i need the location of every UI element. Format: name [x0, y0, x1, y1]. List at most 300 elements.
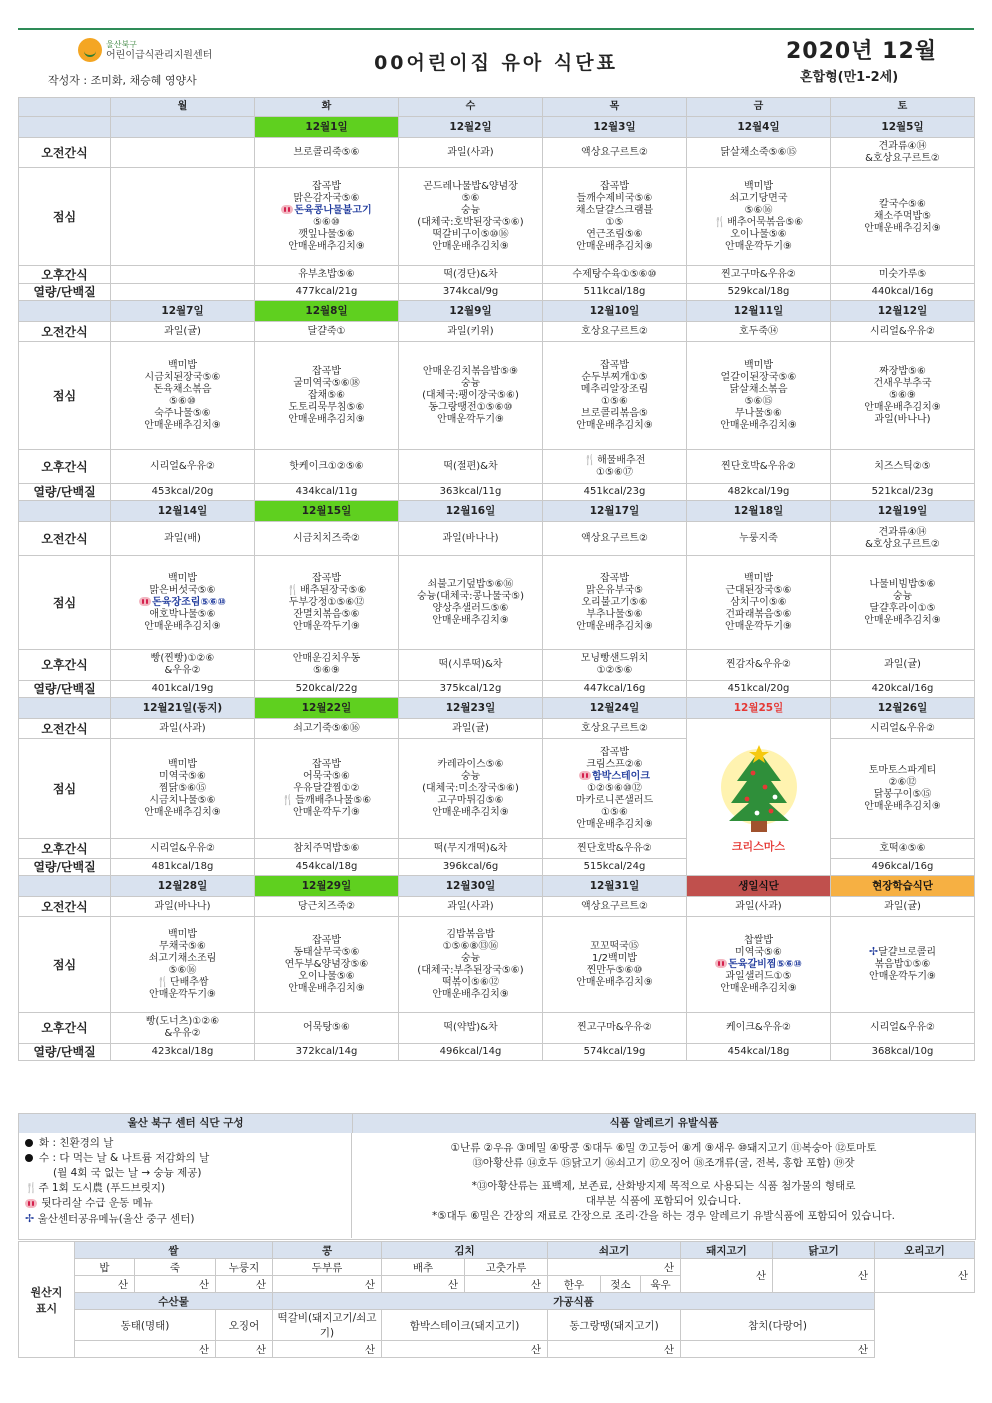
menu-item: 시리얼&우유②	[149, 460, 216, 472]
pm-cell	[111, 1013, 255, 1044]
menu-item: 454kcal/18g	[295, 861, 358, 872]
top-rule	[18, 28, 974, 30]
menu-item: 호상요구르트②	[581, 325, 648, 337]
menu-item: 과일(사과)	[735, 900, 782, 912]
menu-item: 안매운배추김치⑨	[576, 818, 653, 830]
am-cell	[831, 897, 975, 917]
kcal-cell	[687, 681, 831, 698]
menu-item: 찐감자&우유②	[725, 659, 792, 670]
menu-item: 과일(사과)	[159, 722, 206, 734]
date-cell: 12월21일(동지)	[111, 698, 255, 719]
am-row	[19, 522, 975, 556]
menu-item: 떡갈비구이⑤⑩⑯	[432, 228, 509, 240]
menu-item: 374kcal/9g	[442, 286, 499, 297]
menu-item: 백미밥	[744, 359, 773, 371]
lunch-cell	[831, 168, 975, 266]
menu-item: 찹쌀밥	[744, 934, 773, 946]
am-row	[19, 138, 975, 168]
am-row-label: 오전간식	[19, 138, 111, 168]
pm-cell	[543, 1013, 687, 1044]
am-cell	[831, 719, 975, 739]
menu-item: 삼치구이⑤⑥	[730, 596, 787, 608]
menu-item: 안매운깍두기⑨	[725, 240, 792, 252]
menu-item	[869, 947, 936, 958]
menu-item: 숭늉	[460, 770, 481, 782]
menu-item: 515kcal/24g	[583, 861, 646, 872]
menu-item: 안매운배추김치⑨	[576, 419, 653, 431]
menu-item: 451kcal/23g	[583, 486, 646, 497]
menu-item: 토마토스파게티	[868, 764, 937, 776]
am-cell	[255, 719, 399, 739]
menu-item: 쇠고기당면국	[729, 192, 788, 204]
date-cell: 12월4일	[687, 117, 831, 138]
kcal-cell	[399, 284, 543, 301]
pm-cell	[111, 266, 255, 284]
lunch-cell	[111, 342, 255, 450]
menu-item	[139, 597, 226, 608]
menu-item: 481kcal/18g	[151, 861, 214, 872]
menu-item: ①⑤⑥	[601, 395, 628, 407]
menu-item	[156, 977, 208, 988]
am-cell	[399, 138, 543, 168]
menu-item: 양상추샐러드⑤⑥	[432, 602, 509, 614]
menu-item: 368kcal/10g	[871, 1046, 934, 1057]
menu-item: ②⑥⑫	[888, 776, 917, 788]
menu-item: 견과류④⑭	[878, 140, 927, 152]
menu-item: 과일(귤)	[452, 722, 489, 734]
am-row	[19, 719, 975, 739]
header-corner	[19, 98, 111, 117]
pm-row-label: 오후간식	[19, 1013, 111, 1044]
menu-item: 칼국수⑤⑥	[879, 198, 926, 210]
menu-text: 배추된장국⑤⑥	[300, 584, 367, 596]
menu-item: 견과류④⑭	[878, 526, 927, 538]
menu-item: 수제탕수육①⑤⑥⑩	[572, 268, 657, 280]
fork-icon: 🍴	[281, 794, 295, 806]
menu-item: &호상요구르트②	[865, 152, 940, 164]
lunch-cell	[687, 168, 831, 266]
am-row	[19, 322, 975, 342]
logo-sub-text: 울산북구	[106, 40, 137, 49]
allergen-list: ①난류 ②우유 ③메밀 ④땅콩 ⑤대두 ⑥밀 ⑦고등어 ⑧게 ⑨새우 ⑩돼지고기 ⑪복숭아 ⑫토마토	[450, 1142, 877, 1154]
kcal-cell	[831, 284, 975, 301]
menu-item: 곤드레나물밥&양념장	[423, 180, 518, 192]
menu-item: 쇠고기채소조림	[148, 952, 217, 964]
lunch-cell	[111, 739, 255, 839]
lunch-cell	[543, 739, 687, 839]
menu-item: 찐고구마&우유②	[721, 268, 796, 280]
menu-item: 맑은버섯국⑤⑥	[149, 584, 216, 596]
am-cell	[399, 322, 543, 342]
am-cell	[831, 522, 975, 556]
legend-line: (월 4회 국 없는 날 → 숭늉 제공)	[53, 1167, 202, 1179]
pm-cell	[543, 266, 687, 284]
kcal-cell	[255, 1044, 399, 1061]
special-menu-text: 돈육콩나물불고기	[294, 204, 372, 216]
menu-item: ①⑤⑥⑰	[596, 466, 633, 478]
date-cell: 12월17일	[543, 501, 687, 522]
menu-item: 안매운배추김치⑨	[144, 806, 221, 818]
lunch-cell	[399, 342, 543, 450]
date-cell: 12월22일	[255, 698, 399, 719]
lunch-cell	[399, 556, 543, 650]
kcal-row-label: 열량/단백질	[19, 1044, 111, 1061]
menu-item: 잡곡밥	[600, 572, 629, 584]
menu-item: ⑤⑥⑯	[744, 204, 773, 216]
lunch-row	[19, 739, 975, 839]
am-cell	[543, 719, 687, 739]
menu-item: 미역국⑤⑥	[735, 946, 782, 958]
lunch-cell	[543, 556, 687, 650]
date-cell: 12월31일	[543, 876, 687, 897]
menu-item: 잡곡밥	[600, 180, 629, 192]
menu-item: ⑤⑥⑨	[313, 665, 340, 676]
kcal-cell	[831, 1044, 975, 1061]
menu-item: 백미밥	[168, 758, 197, 770]
pm-cell	[543, 839, 687, 859]
lunch-cell	[687, 917, 831, 1013]
allergen-note: *⑬아황산류는 표백제, 보존료, 산화방지제 목적으로 사용되는 식품 첨가물의 형태로	[471, 1180, 856, 1192]
menu-item: 근대된장국⑤⑥	[725, 584, 792, 596]
origin-item: 밥	[75, 1259, 135, 1276]
menu-item: 안매운배추김치⑨	[144, 620, 221, 632]
bullet-icon	[25, 1154, 33, 1162]
pm-cell	[831, 650, 975, 681]
menu-item: 과일(사과)	[447, 146, 494, 158]
menu-item: 누룽지죽	[739, 532, 778, 544]
menu-item: 액상요구르트②	[581, 532, 648, 544]
menu-item: 안매운배추김치⑨	[432, 806, 509, 818]
pm-cell	[255, 839, 399, 859]
menu-item: 쇠불고기덮밥⑤⑥⑯	[427, 578, 514, 590]
allergen-note: *⑤대두 ⑥밀은 간장의 재료로 간장으로 조리·간을 하는 경우 알레르기 유발식품에 포함되어 있습니다.	[431, 1210, 896, 1222]
menu-item: 카레라이스⑤⑥	[437, 758, 504, 770]
am-cell	[255, 897, 399, 917]
date-cell: 12월12일	[831, 301, 975, 322]
menu-item: 찜닭⑤⑥⑮	[158, 782, 207, 794]
menu-text: 단배추쌈	[169, 976, 209, 988]
lunch-cell	[255, 917, 399, 1013]
menu-item: 치즈스틱②⑤	[874, 460, 931, 472]
date-cell: 12월10일	[543, 301, 687, 322]
menu-item: 빵(도너츠)①②⑥	[145, 1016, 220, 1027]
menu-item: 크림스프②⑥	[586, 758, 643, 770]
day-header: 수	[399, 98, 543, 117]
origin-item: 두부류	[273, 1259, 382, 1276]
christmas-cell	[687, 719, 831, 876]
menu-item: 나물비빔밥⑤⑥	[869, 578, 936, 590]
kcal-row	[19, 484, 975, 501]
menu-item: 안매운배추김치⑨	[720, 419, 797, 431]
menu-item: 잡곡밥	[600, 746, 629, 758]
lunch-row	[19, 917, 975, 1013]
menu-item: ⑤⑥⑩	[313, 216, 340, 228]
menu-item: 어묵탕⑤⑥	[303, 1022, 350, 1033]
kcal-row	[19, 1044, 975, 1061]
am-cell	[687, 897, 831, 917]
menu-item: 잡채⑤⑥	[307, 389, 346, 401]
menu-item: 얼갈이된장국⑤⑥	[720, 371, 797, 383]
kcal-cell	[111, 1044, 255, 1061]
menu-item: 안매운배추김치⑨	[864, 614, 941, 626]
menu-item: 434kcal/11g	[295, 486, 358, 497]
menu-text: 달걀브로콜리	[878, 947, 937, 958]
menu-item: ①②⑤⑥	[596, 665, 633, 676]
kcal-cell	[255, 859, 399, 876]
menu-item: 깻잎나물⑤⑥	[298, 228, 355, 240]
menu-item: 핫케이크①②⑤⑥	[289, 460, 364, 472]
pm-cell	[111, 450, 255, 484]
am-cell	[543, 138, 687, 168]
menu-item: (대체국:부추된장국⑤⑥)	[417, 964, 524, 976]
am-cell	[687, 138, 831, 168]
menu-item: 숙주나물⑤⑥	[154, 407, 211, 419]
am-cell	[687, 322, 831, 342]
menu-item: 마카로니콘샐러드	[575, 794, 654, 806]
origin-item: 고춧가루	[465, 1259, 548, 1276]
date-cell: 12월29일	[255, 876, 399, 897]
kcal-row-label: 열량/단백질	[19, 681, 111, 698]
menu-item: 호떡④⑤⑥	[879, 842, 926, 854]
legend-line: 수 : 다 먹는 날 & 나트륨 저감화의 날	[39, 1152, 210, 1164]
menu-item: 미숫가루⑤	[878, 268, 927, 280]
menu-item: 호두죽⑭	[739, 325, 778, 337]
date-cell: 12월16일	[399, 501, 543, 522]
menu-item: 동그랑땡전①⑤⑥⑩	[428, 401, 513, 413]
menu-item: 볶음밥①⑤⑥	[874, 959, 931, 970]
am-cell	[687, 522, 831, 556]
menu-item: 액상요구르트②	[581, 146, 648, 158]
menu-item: 김밥볶음밥	[446, 928, 495, 940]
menu-item: 안매운깍두기⑨	[293, 620, 360, 632]
menu-item	[282, 795, 371, 806]
am-cell	[399, 719, 543, 739]
date-cell: 12월23일	[399, 698, 543, 719]
kcal-cell	[543, 284, 687, 301]
menu-item: ①⑤⑥	[601, 806, 628, 818]
menu-item: 363kcal/11g	[439, 486, 502, 497]
menu-item: 잡곡밥	[312, 758, 341, 770]
menu-item: 찐단호박&우유②	[577, 842, 652, 854]
fork-icon: 🍴	[25, 1183, 38, 1194]
kcal-cell	[399, 681, 543, 698]
menu-item: 고구마튀김⑤⑥	[437, 794, 504, 806]
menu-item: 447kcal/16g	[583, 683, 646, 694]
origin-item: 배추	[382, 1259, 465, 1276]
author: 작성자 : 조미화, 채승혜 영양사	[48, 74, 197, 87]
pm-row-label: 오후간식	[19, 266, 111, 284]
menu-item: 달걀죽①	[307, 325, 346, 337]
pig-icon	[281, 205, 293, 214]
lunch-cell	[831, 739, 975, 839]
menu-item: 482kcal/19g	[727, 486, 790, 497]
fork-icon: 🍴	[713, 216, 727, 228]
menu-item: 숭늉	[460, 377, 481, 389]
origin-country: 산	[273, 1341, 382, 1358]
date-row	[19, 698, 975, 719]
menu-item: 액상요구르트②	[581, 900, 648, 912]
menu-item: 달걀후라이①⑤	[869, 602, 936, 614]
lunch-cell	[255, 342, 399, 450]
am-cell	[111, 719, 255, 739]
origin-item: 육우	[641, 1276, 681, 1293]
pm-cell	[399, 650, 543, 681]
menu-item: 440kcal/16g	[871, 286, 934, 297]
am-cell	[543, 522, 687, 556]
origin-country: 산	[875, 1259, 975, 1293]
kcal-cell	[255, 681, 399, 698]
menu-item: 안매운배추김치⑨	[864, 222, 941, 234]
menu-item: 채소달걀스크램블	[575, 204, 654, 216]
menu-item: 안매운김치우동	[292, 653, 361, 664]
menu-item: 과일(귤)	[884, 900, 921, 912]
menu-item	[714, 217, 803, 228]
shared-menu-icon: ✢	[25, 1212, 35, 1225]
menu-item: ①⑤⑥⑧⑬⑯	[442, 940, 499, 952]
kcal-cell	[399, 484, 543, 501]
origin-group: 오리고기	[875, 1242, 975, 1259]
menu-item: 오이나물⑤⑥	[730, 228, 787, 240]
menu-item: 빵(찐빵)①②⑥	[150, 653, 215, 664]
kcal-cell	[111, 859, 255, 876]
lunch-cell	[111, 556, 255, 650]
legend-line: 뒷다리살 수급 운동 메뉴	[41, 1197, 153, 1209]
lunch-cell	[543, 917, 687, 1013]
fork-icon: 🍴	[583, 454, 597, 466]
origin-group: 돼지고기	[681, 1242, 773, 1259]
logo-main-text: 어린이급식관리지원센터	[106, 50, 213, 61]
menu-item: 메추리알장조림	[580, 383, 649, 395]
menu-item: 과일(사과)	[447, 900, 494, 912]
kcal-cell	[399, 1044, 543, 1061]
pm-cell	[831, 1013, 975, 1044]
menu-item: 520kcal/22g	[295, 683, 358, 694]
kcal-cell	[111, 284, 255, 301]
date-cell: 12월14일	[111, 501, 255, 522]
date-row	[19, 501, 975, 522]
origin-item: 참치(다랑어)	[681, 1310, 875, 1341]
legend-line: 주 1회 도시農 (푸드브릿지)	[38, 1182, 166, 1194]
pm-cell	[111, 839, 255, 859]
menu-item	[584, 455, 646, 466]
date-cell: 생일식단	[687, 876, 831, 897]
menu-item: 안매운배추김치⑨	[576, 976, 653, 988]
menu-item: 백미밥	[168, 928, 197, 940]
origin-country: 산	[465, 1276, 548, 1293]
menu-item: 521kcal/23g	[871, 486, 934, 497]
origin-item: 오징어	[216, 1310, 273, 1341]
kcal-cell	[543, 484, 687, 501]
menu-item: 안매운깍두기⑨	[869, 971, 936, 982]
menu-item: 과일(귤)	[164, 325, 201, 337]
menu-item: 오이나물⑤⑥	[298, 970, 355, 982]
menu-item	[287, 585, 367, 596]
pm-cell	[687, 450, 831, 484]
date-cell: 현장학습식단	[831, 876, 975, 897]
menu-item: 애호박나물⑤⑥	[149, 608, 216, 620]
menu-item: 시리얼&우유②	[149, 842, 216, 854]
menu-item: 돈육채소볶음	[153, 383, 212, 395]
lunch-cell	[543, 342, 687, 450]
menu-item: 백미밥	[168, 359, 197, 371]
lunch-row-label: 점심	[19, 556, 111, 650]
origin-country: 산	[216, 1276, 273, 1293]
special-menu-text: 돈육장조림⑤⑥⑩	[152, 596, 226, 608]
menu-item: 401kcal/19g	[151, 683, 214, 694]
menu-item: 시금치된장국⑤⑥	[144, 371, 221, 383]
menu-item: 떡(경단)&차	[443, 268, 498, 280]
menu-item: 과일(배)	[164, 532, 201, 544]
menu-item: 잡곡밥	[312, 180, 341, 192]
menu-item: 굴미역국⑤⑥⑱	[293, 377, 360, 389]
allergen-note: 대부분 식품에 포함되어 있습니다.	[585, 1195, 742, 1207]
lunch-cell	[687, 556, 831, 650]
origin-table	[18, 1241, 975, 1358]
menu-item: 안매운배추김치⑨	[576, 620, 653, 632]
menu-item: 숭늉	[892, 590, 913, 602]
menu-item: 잔멸치볶음⑤⑥	[293, 608, 360, 620]
am-row-label: 오전간식	[19, 322, 111, 342]
menu-item: 511kcal/18g	[583, 286, 646, 297]
date-cell: 12월19일	[831, 501, 975, 522]
kcal-cell	[543, 1044, 687, 1061]
pig-icon	[715, 959, 727, 968]
lunch-row-label: 점심	[19, 168, 111, 266]
date-row-label	[19, 698, 111, 719]
meal-menu-table	[18, 97, 975, 1061]
am-cell	[111, 322, 255, 342]
menu-item: 도토리묵무침⑤⑥	[288, 401, 365, 413]
origin-country: 산	[216, 1341, 273, 1358]
menu-item: 과일(키위)	[447, 325, 494, 337]
menu-item: 안매운배추김치⑨	[288, 240, 365, 252]
menu-item: 과일(바나나)	[874, 413, 931, 425]
origin-country: 산	[382, 1276, 465, 1293]
allergen-list: ⑬아황산류 ⑭호두 ⑮닭고기 ⑯쇠고기 ⑰오징어 ⑱조개류(굴, 전복, 홍합 포함) ⑲잣	[472, 1157, 855, 1169]
menu-item: ⑤⑥⑯	[168, 964, 197, 976]
menu-item: 맑은감자국⑤⑥	[293, 192, 360, 204]
menu-item: 안매운깍두기⑨	[149, 988, 216, 1000]
allergen-legend	[352, 1133, 975, 1238]
menu-text: 배추어묵볶음⑤⑥	[727, 216, 804, 228]
pm-row	[19, 1013, 975, 1044]
menu-item: 채소주먹밥⑤	[873, 210, 932, 222]
pm-row-label: 오후간식	[19, 839, 111, 859]
date-row	[19, 301, 975, 322]
menu-item: ①⑤	[605, 216, 624, 228]
menu-item: 백미밥	[744, 572, 773, 584]
menu-item: (대체국:호박된장국⑤⑥)	[417, 216, 524, 228]
origin-group: 닭고기	[773, 1242, 875, 1259]
menu-item: 안매운배추김치⑨	[576, 240, 653, 252]
date-row-label	[19, 876, 111, 897]
menu-item: 1/2백미밥	[591, 952, 638, 964]
menu-item: 안매운깍두기⑨	[725, 620, 792, 632]
origin-item: 젖소	[601, 1276, 641, 1293]
legend-panel	[18, 1113, 976, 1240]
menu-item: 순두부찌개①⑤	[581, 371, 648, 383]
date-row-label	[19, 501, 111, 522]
origin-country: 산	[548, 1259, 681, 1276]
lunch-cell	[111, 917, 255, 1013]
pm-cell	[255, 1013, 399, 1044]
menu-text: 해물배추전	[597, 454, 646, 466]
kcal-cell	[687, 284, 831, 301]
am-cell	[255, 138, 399, 168]
menu-item: 숭늉	[460, 952, 481, 964]
date-cell: 12월5일	[831, 117, 975, 138]
date-cell: 12월25일	[687, 698, 831, 719]
